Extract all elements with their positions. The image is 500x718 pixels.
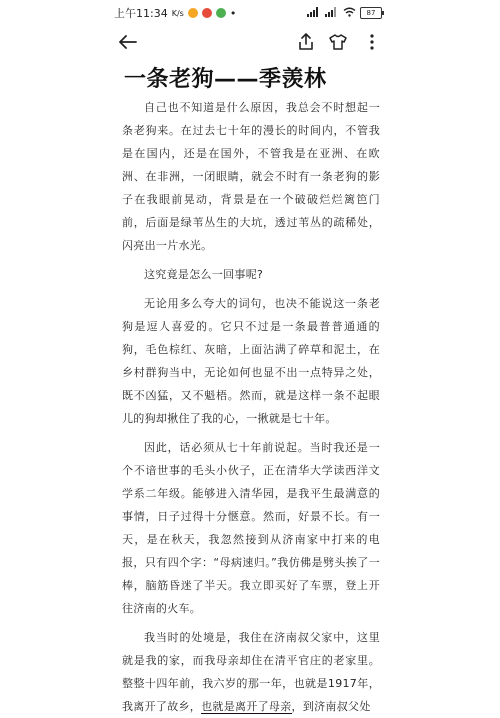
- article-paragraph: [122, 626, 380, 718]
- status-bar: [0, 0, 500, 26]
- more-button[interactable]: [360, 30, 384, 54]
- speed-icon: K/s: [171, 8, 184, 18]
- notification-app-icon: [202, 8, 212, 18]
- battery-level: 87: [366, 9, 376, 17]
- shirt-icon: [329, 34, 347, 50]
- status-left: [114, 5, 236, 21]
- article-paragraph: 这究竟是怎么一回事呢?: [144, 268, 264, 281]
- back-arrow-icon: [119, 35, 137, 49]
- article-paragraph: 无论用多么夸大的词句，也决不能说这一条老狗是逗人喜爱的。它只不过是一条最普普通通的狗，毛色棕红、灰暗，上面沾满了碎草和泥土，在乡村群狗当中，无论如何也显不出一点特异之处，既不凶猛，又不魁梧。然而，就是这样一条不起眼儿的狗却揪住了我的心，一揪就是七十年。: [122, 297, 380, 425]
- article-toolbar: [0, 26, 500, 58]
- article-paragraph: 因此，话必须从七十年前说起。当时我还是一个不谙世事的毛头小伙子，正在清华大学读西洋文学系二年级。能够进入清华园，是我平生最满意的事情，日子过得十分惬意。然而，好景不长。有一天，是在秋天，我忽然接到从济南家中打来的电报，只有四个字：“母病速归。”我仿佛是劈头挨了一棒，脑筋昏迷了半天。我立即买好了车票，登上开往济南的火车。: [122, 441, 380, 615]
- status-right: [307, 7, 382, 20]
- highlighted-text[interactable]: 也就是离开了母亲: [201, 700, 292, 713]
- signal-icon: [325, 7, 339, 20]
- article-body: [122, 96, 380, 718]
- more-vertical-icon: [369, 34, 375, 50]
- paragraph-text: ，到济南叔父处: [291, 700, 371, 713]
- share-icon: [298, 33, 314, 51]
- article-title: 一条老狗——季羡林: [124, 67, 327, 92]
- back-button[interactable]: [116, 30, 140, 54]
- shirt-button[interactable]: [326, 30, 350, 54]
- wifi-icon: [343, 7, 356, 20]
- notification-app-icon: [216, 8, 226, 18]
- notification-app-icon: [188, 8, 198, 18]
- battery-icon: [360, 7, 382, 19]
- dot-icon: •: [229, 6, 237, 20]
- article-paragraph: 自己也不知道是什么原因，我总会不时想起一条老狗来。在过去七十年的漫长的时间内，不管我是在国内，还是在国外，不管我是在亚洲、在欧洲、在非洲，一闭眼睛，就会不时有一条老狗的影子在我眼前晃动，背景是在一个破破烂烂篱笆门前，后面是绿苇丛生的大坑，透过苇丛的疏稀处，闪亮出一片水光。: [122, 101, 380, 252]
- signal-icon: [307, 7, 321, 20]
- share-button[interactable]: [294, 30, 318, 54]
- status-time: 上午11:34: [114, 7, 168, 20]
- paragraph-text: 我当时的处境是，我住在济南叔父家中，这里就是我的家，而我母亲却住在清平官庄的老家里。整整十四年前，我六岁的那一年，也就是1917年，我离开了故乡，: [122, 631, 380, 713]
